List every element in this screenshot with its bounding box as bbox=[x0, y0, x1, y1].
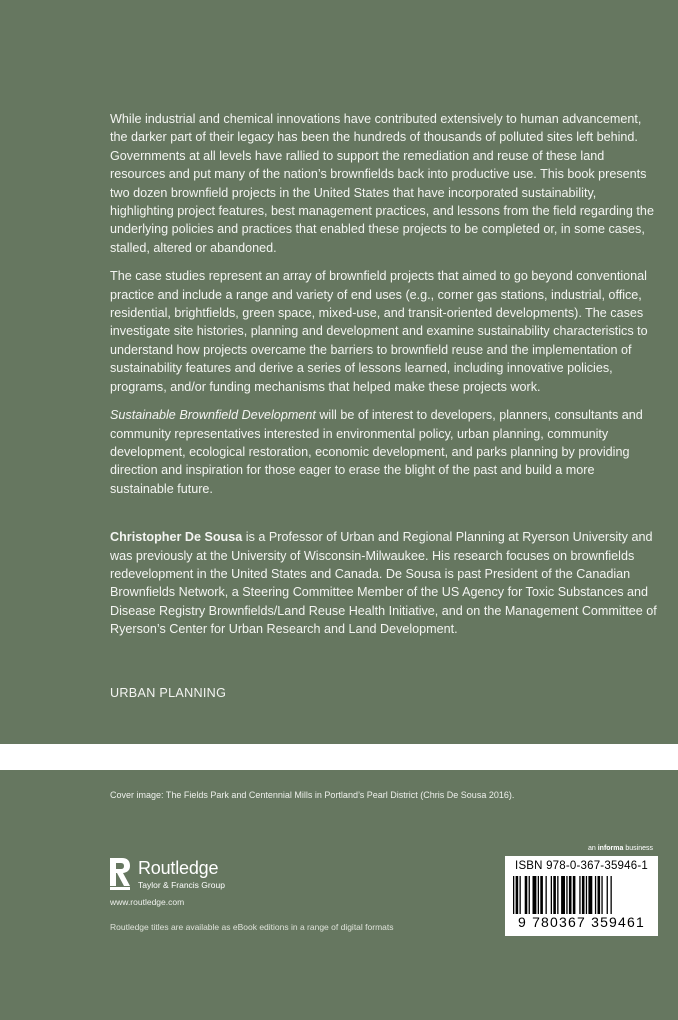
isbn-barcode bbox=[505, 856, 658, 936]
barcode-bar bbox=[538, 876, 539, 914]
barcode-bar bbox=[607, 876, 608, 914]
paragraph-3-text: will be of interest to developers, planners, consultants and community representatives interested in environmental policy, urban planning, community development, ecological restoration, economic development, and parks planning by providing direction and inspiration for those eager to erase the blight of the past and build a more sustainable future. bbox=[110, 408, 643, 496]
back-cover-text bbox=[110, 110, 658, 649]
informa-tagline bbox=[588, 845, 653, 852]
barcode-bar bbox=[586, 876, 587, 914]
barcode-bar bbox=[573, 876, 576, 914]
barcode-bar bbox=[566, 876, 567, 914]
barcode-bar bbox=[582, 876, 585, 914]
barcode-bar bbox=[546, 876, 547, 914]
barcode-bar bbox=[569, 876, 572, 914]
publisher-website: www.routledge.com bbox=[110, 897, 185, 907]
cover-image-credit: Cover image: The Fields Park and Centennial Mills in Portland’s Pearl District (Chris De Sousa 2016). bbox=[110, 790, 515, 800]
barcode-bar bbox=[611, 876, 612, 914]
publisher-name: Routledge bbox=[138, 858, 219, 878]
routledge-logo-icon bbox=[108, 856, 132, 892]
barcode-bar bbox=[601, 876, 602, 914]
book-title: Sustainable Brownfield Development bbox=[110, 408, 316, 423]
barcode-bar bbox=[525, 876, 528, 914]
author-name: Christopher De Sousa bbox=[110, 530, 243, 545]
barcode-bar bbox=[557, 876, 558, 914]
subject-category: URBAN PLANNING bbox=[110, 686, 227, 700]
informa-brand: informa bbox=[597, 845, 624, 852]
barcode-bar bbox=[540, 876, 543, 914]
description-paragraph-1: While industrial and chemical innovations have contributed extensively to human advancement, the darker part of their legacy has been the hundreds of thousands of polluted sites left behind. Governments at all levels have rallied to support the remediation and reuse of these land resources and put many of the nation’s brownfields back into productive use. This book presents two dozen brownfield projects in the United States that have incorporated sustainability, highlighting project features, best management practices, and lessons from the field regarding the underlying policies and practices that enabled these projects to be completed or, in some cases, stalled, altered or abandoned. bbox=[110, 112, 654, 255]
publisher-group: Taylor & Francis Group bbox=[138, 880, 225, 890]
barcode-bar bbox=[520, 876, 521, 914]
routledge-logo bbox=[108, 856, 268, 896]
informa-prefix: an bbox=[588, 845, 598, 852]
barcode-bar bbox=[598, 876, 601, 914]
author-bio bbox=[110, 528, 658, 638]
isbn-label: ISBN 978-0-367-35946-1 bbox=[515, 860, 648, 872]
author-bio-text: is a Professor of Urban and Regional Planning at Ryerson University and was previously at the University of Wisconsin-Milwaukee. His research focuses on brownfields redevelopment in the United States and Canada. De Sousa is past President of the Canadian Brownfields Network, a Steering Committee Member of the US Agency for Toxic Substances and Disease Registry Brownfields/Land Reuse Health Initiative, and on the Management Committee of Ryerson’s Center for Urban Research and Land Development. bbox=[110, 530, 657, 637]
barcode-bar bbox=[553, 876, 556, 914]
barcode-bar bbox=[588, 876, 592, 914]
barcode-bars bbox=[513, 876, 650, 914]
barcode-bar bbox=[533, 876, 537, 914]
barcode-bar bbox=[551, 876, 552, 914]
barcode-bar bbox=[561, 876, 565, 914]
description-paragraph-2: The case studies represent an array of brownfield projects that aimed to go beyond conventional practice and include a range and variety of end uses (e.g., corner gas stations, industrial, office, residential, brightfields, green space, mixed-use, and transit-oriented developments). The cases investigate site histories, planning and development and examine sustainability characteristics to understand how projects overcame the barriers to brownfield reuse and the implementation of sustainability features and derive a series of lessons learned, including innovative policies, programs, and/or funding mechanisms that helped make these projects work. bbox=[110, 269, 648, 394]
barcode-bar bbox=[595, 876, 596, 914]
informa-suffix: business bbox=[623, 845, 653, 852]
description-paragraph-3 bbox=[110, 406, 658, 498]
barcode-bar bbox=[513, 876, 514, 914]
barcode-bar bbox=[529, 876, 530, 914]
barcode-bar bbox=[516, 876, 519, 914]
ebook-note: Routledge titles are available as eBook editions in a range of digital formats bbox=[110, 922, 394, 932]
isbn-digits: 9 780367 359461 bbox=[518, 914, 645, 930]
barcode-bar bbox=[579, 876, 580, 914]
divider-band bbox=[0, 744, 678, 770]
